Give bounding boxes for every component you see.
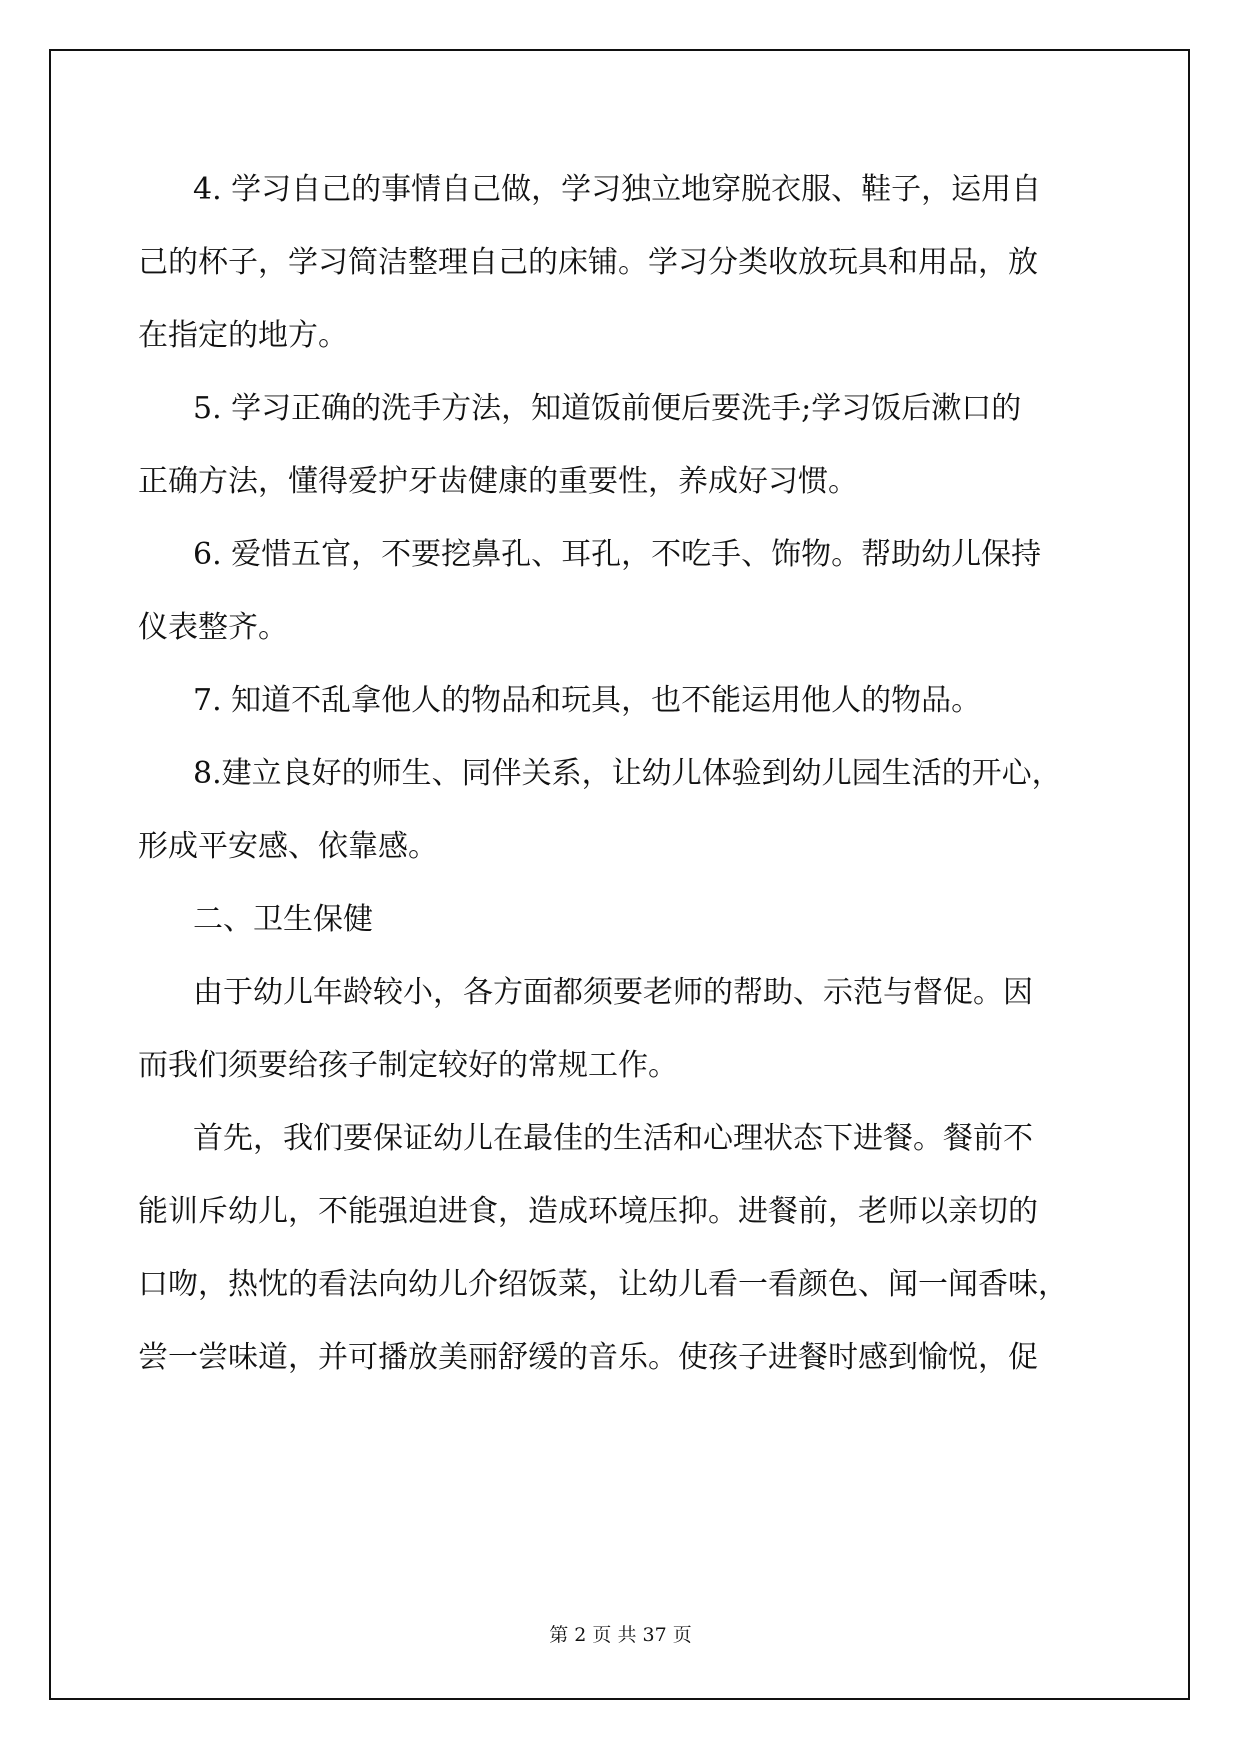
paragraph-1-line-3: 在指定的地方。 — [138, 318, 348, 353]
paragraph-8-line-3: 口吻，热忱的看法向幼儿介绍饭菜，让幼儿看一看颜色、闻一闻香味， — [138, 1267, 1068, 1302]
paragraph-1-line-2: 己的杯子，学习简洁整理自己的床铺。学习分类收放玩具和用品，放 — [138, 245, 1038, 280]
paragraph-4-line-1: 7. 知道不乱拿他人的物品和玩具，也不能运用他人的物品。 — [193, 683, 982, 718]
paragraph-8-line-2: 能训斥幼儿，不能强迫进食，造成环境压抑。进餐前，老师以亲切的 — [138, 1194, 1038, 1229]
section-heading: 二、卫生保健 — [193, 902, 373, 937]
page-footer: 第 2 页 共 37 页 — [549, 1624, 692, 1646]
paragraph-3-line-2: 仪表整齐。 — [138, 610, 288, 645]
paragraph-1-line-1: 4. 学习自己的事情自己做，学习独立地穿脱衣服、鞋子，运用自 — [193, 172, 1042, 207]
paragraph-8-line-4: 尝一尝味道，并可播放美丽舒缓的音乐。使孩子进餐时感到愉悦，促 — [138, 1340, 1038, 1375]
paragraph-2-line-1: 5. 学习正确的洗手方法，知道饭前便后要洗手;学习饭后漱口的 — [193, 391, 1022, 426]
paragraph-7-line-1: 由于幼儿年龄较小，各方面都须要老师的帮助、示范与督促。因 — [193, 975, 1033, 1010]
paragraph-8-line-1: 首先，我们要保证幼儿在最佳的生活和心理状态下进餐。餐前不 — [193, 1121, 1033, 1156]
paragraph-3-line-1: 6. 爱惜五官，不要挖鼻孔、耳孔，不吃手、饰物。帮助幼儿保持 — [193, 537, 1042, 572]
paragraph-7-line-2: 而我们须要给孩子制定较好的常规工作。 — [138, 1048, 678, 1083]
page-border — [49, 49, 1190, 1700]
paragraph-5-line-2: 形成平安感、依靠感。 — [138, 829, 438, 864]
paragraph-5-line-1: 8.建立良好的师生、同伴关系，让幼儿体验到幼儿园生活的开心， — [193, 756, 1062, 791]
paragraph-2-line-2: 正确方法，懂得爱护牙齿健康的重要性，养成好习惯。 — [138, 464, 858, 499]
